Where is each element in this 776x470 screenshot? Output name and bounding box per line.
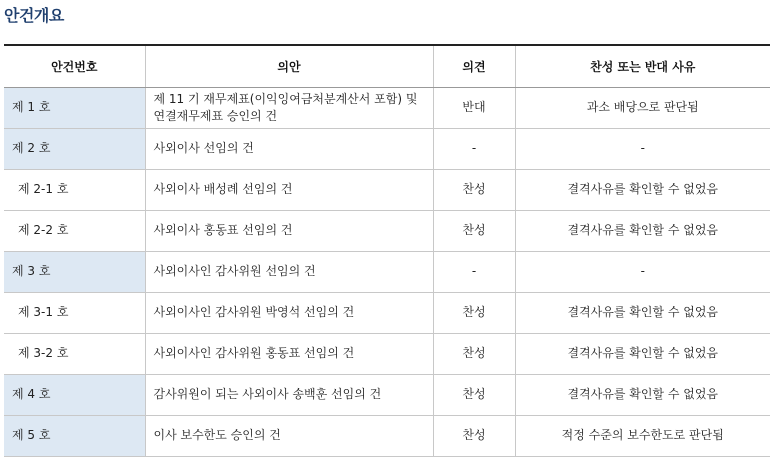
- table-row: [4, 415, 770, 456]
- agenda-number: 제 3 호: [4, 251, 145, 292]
- header-reason: 찬성 또는 반대 사유: [515, 45, 770, 87]
- table-row: [4, 374, 770, 415]
- agenda-reason: 과소 배당으로 판단됨: [515, 87, 770, 128]
- agenda-opinion: 찬성: [433, 169, 515, 210]
- agenda-text: 제 11 기 재무제표(이익잉여금처분계산서 포함) 및 연결재무제표 승인의 건: [145, 87, 433, 128]
- agenda-table: [4, 44, 770, 457]
- agenda-number: 제 2-2 호: [4, 210, 145, 251]
- agenda-number: 제 5 호: [4, 415, 145, 456]
- agenda-opinion: -: [433, 251, 515, 292]
- agenda-number: 제 4 호: [4, 374, 145, 415]
- agenda-text: 사외이사인 감사위원 박영석 선임의 건: [145, 292, 433, 333]
- table-row: [4, 210, 770, 251]
- agenda-reason: 결격사유를 확인할 수 없었음: [515, 374, 770, 415]
- agenda-reason: 결격사유를 확인할 수 없었음: [515, 292, 770, 333]
- agenda-text: 사외이사 배성례 선임의 건: [145, 169, 433, 210]
- agenda-number: 제 1 호: [4, 87, 145, 128]
- agenda-text: 감사위원이 되는 사외이사 송백훈 선임의 건: [145, 374, 433, 415]
- agenda-opinion: 찬성: [433, 415, 515, 456]
- section-title: 안건개요: [4, 6, 64, 25]
- agenda-text: 사외이사 홍동표 선임의 건: [145, 210, 433, 251]
- agenda-reason: -: [515, 251, 770, 292]
- agenda-reason: 결격사유를 확인할 수 없었음: [515, 169, 770, 210]
- table-row: [4, 128, 770, 169]
- agenda-text: 사외이사 선임의 건: [145, 128, 433, 169]
- header-agenda: 의안: [145, 45, 433, 87]
- agenda-text: 이사 보수한도 승인의 건: [145, 415, 433, 456]
- agenda-opinion: 반대: [433, 87, 515, 128]
- agenda-reason: 적정 수준의 보수한도로 판단됨: [515, 415, 770, 456]
- agenda-number: 제 3-2 호: [4, 333, 145, 374]
- table-row: [4, 292, 770, 333]
- agenda-text: 사외이사인 감사위원 홍동표 선임의 건: [145, 333, 433, 374]
- agenda-number: 제 3-1 호: [4, 292, 145, 333]
- agenda-opinion: 찬성: [433, 210, 515, 251]
- table-row: [4, 169, 770, 210]
- agenda-text: 사외이사인 감사위원 선임의 건: [145, 251, 433, 292]
- agenda-opinion: 찬성: [433, 374, 515, 415]
- agenda-opinion: 찬성: [433, 333, 515, 374]
- table-row: [4, 251, 770, 292]
- agenda-opinion: -: [433, 128, 515, 169]
- table-row: [4, 333, 770, 374]
- table-header-row: [4, 45, 770, 87]
- agenda-reason: 결격사유를 확인할 수 없었음: [515, 210, 770, 251]
- agenda-opinion: 찬성: [433, 292, 515, 333]
- agenda-number: 제 2 호: [4, 128, 145, 169]
- agenda-reason: 결격사유를 확인할 수 없었음: [515, 333, 770, 374]
- agenda-reason: -: [515, 128, 770, 169]
- header-opinion: 의견: [433, 45, 515, 87]
- header-number: 안건번호: [4, 45, 145, 87]
- table-row: [4, 87, 770, 128]
- agenda-number: 제 2-1 호: [4, 169, 145, 210]
